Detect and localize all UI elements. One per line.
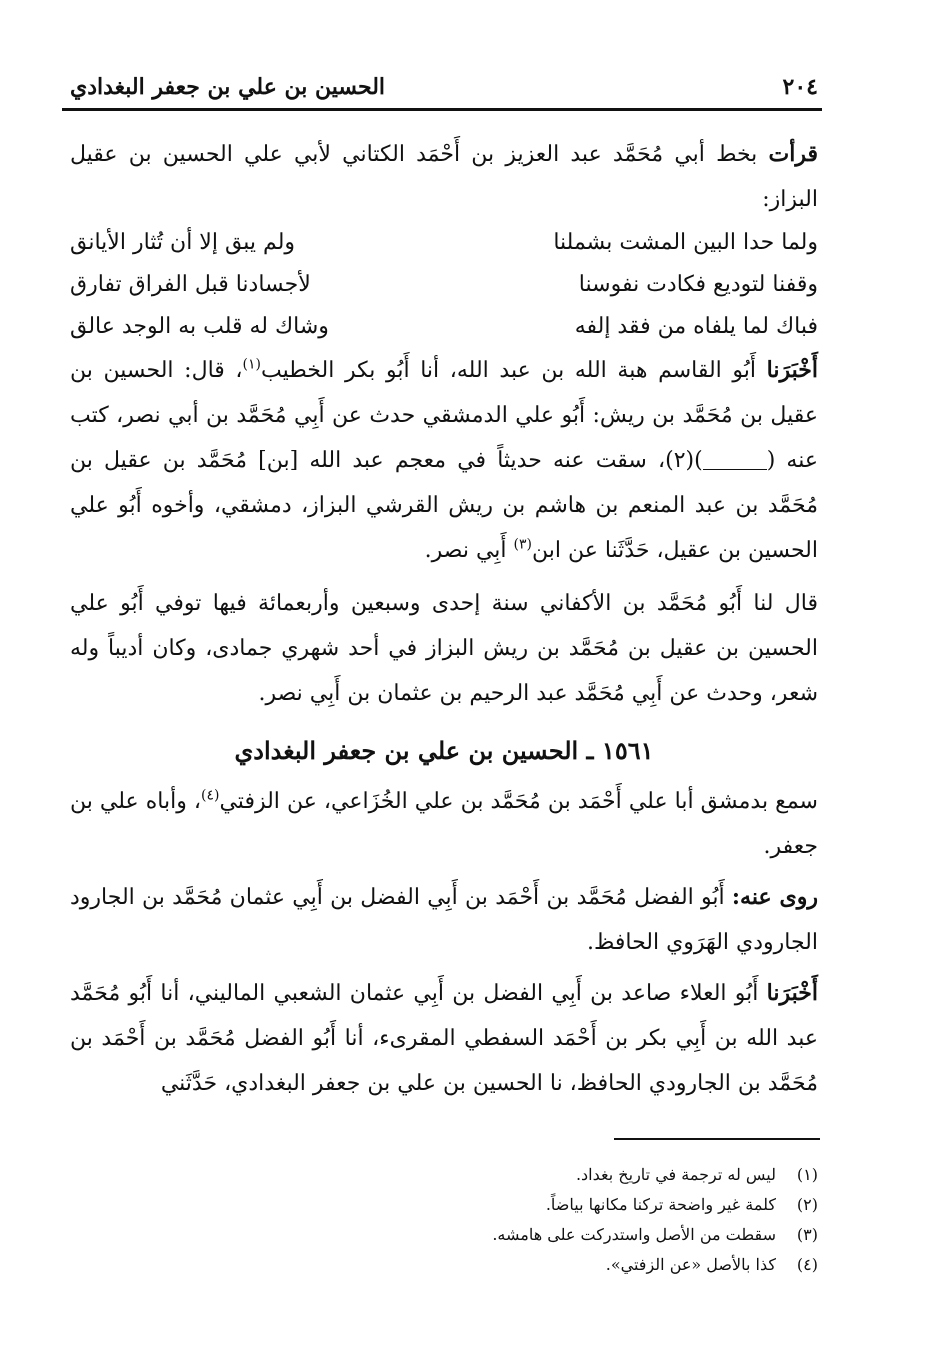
paragraph bbox=[70, 971, 818, 1106]
paragraph-lead: أَخْبَرَنا bbox=[766, 980, 818, 1006]
page-number: ٢٠٤ bbox=[782, 74, 818, 100]
paragraph-text: أَبُو العلاء صاعد بن أَبِي الفضل بن أَبِي عثمان الشعبي الماليني، أنا أَبُو مُحَمَّد عبد الله بن أَبِي بكر بن أَحْمَد السفطي المقرىء، أنا أَبُو الفضل مُحَمَّد بن أَحْمَد بن مُحَمَّد بن الجارودي الحافظ، نا الحسين بن علي بن جعفر البغدادي، حَدَّثَني bbox=[70, 981, 818, 1096]
paragraph bbox=[70, 875, 818, 965]
poem bbox=[70, 222, 818, 348]
footnotes bbox=[218, 1160, 818, 1280]
footnote-ref: (٤) bbox=[201, 787, 220, 804]
paragraph-lead: أَخْبَرَنا bbox=[766, 357, 818, 383]
paragraph-text: أَبُو الفضل مُحَمَّد بن أَحْمَد بن أَبِي الفضل بن أَبِي عثمان مُحَمَّد بن الجارود الجارودي الهَرَوي الحافظ. bbox=[70, 885, 818, 955]
paragraph-text: أَبُو القاسم هبة الله بن عبد الله، أنا أَبُو بكر الخطيب bbox=[261, 358, 757, 383]
paragraph-text: قال لنا أَبُو مُحَمَّد بن الأكفاني سنة إحدى وسبعين وأربعمائة فيها توفي أَبُو علي الحسين بن عقيل بن مُحَمَّد بن ريش البزاز في أحد شهري جمادى، وكان أديباً وله شعر، وحدث عن أَبِي مُحَمَّد عبد الرحيم بن عثمان بن أَبِي نصر. bbox=[70, 591, 818, 706]
paragraph-lead: روى عنه: bbox=[731, 884, 819, 910]
footnote-ref: (١) bbox=[242, 356, 261, 373]
page-header bbox=[70, 66, 818, 100]
verse-hemistich: لأجسادنا قبل الفراق تفارق bbox=[70, 272, 311, 297]
main-text bbox=[70, 132, 818, 1106]
paragraph-text: بخط أبي مُحَمَّد عبد العزيز بن أَحْمَد الكتاني لأبي علي الحسين بن عقيل البزاز: bbox=[70, 142, 818, 212]
verse-hemistich: ولم يبق إلا أن تُثار الأيانق bbox=[70, 230, 296, 255]
verse-line bbox=[70, 222, 818, 264]
verse-hemistich: ولما حدا البين المشت بشملنا bbox=[553, 230, 818, 255]
footnote-number: (١) bbox=[796, 1165, 818, 1184]
footnote-text: كلمة غير واضحة تركنا مكانها بياضاً. bbox=[545, 1195, 776, 1214]
entry-title: ١٥٦١ ـ الحسين بن علي بن جعفر البغدادي bbox=[234, 736, 654, 765]
paragraph-text: أَبِي نصر. bbox=[424, 538, 514, 563]
footnote-text: كذا بالأصل «عن الزفتي». bbox=[605, 1255, 776, 1274]
paragraph-text: سمع بدمشق أبا علي أَحْمَد بن مُحَمَّد بن علي الخُزَاعي، عن الزفتي bbox=[219, 789, 818, 814]
paragraph bbox=[70, 779, 818, 869]
footnote-number: (٢) bbox=[796, 1195, 818, 1214]
paragraph bbox=[70, 348, 818, 573]
footnote bbox=[218, 1220, 818, 1250]
paragraph-lead: قرأت bbox=[768, 141, 818, 167]
verse-hemistich: وقفنا لتوديع فكادت نفوسنا bbox=[578, 272, 818, 297]
footnote-ref: (٣) bbox=[513, 536, 532, 553]
running-title: الحسين بن علي بن جعفر البغدادي bbox=[70, 74, 386, 100]
paragraph-text: ، وأباه علي بن جعفر. bbox=[70, 789, 818, 859]
footnote bbox=[218, 1190, 818, 1220]
paragraph bbox=[70, 132, 818, 222]
footnote-text: ليس له ترجمة في تاريخ بغداد. bbox=[575, 1165, 776, 1184]
paragraph-text: ، سقت عنه حديثاً في معجم عبد الله [بن] مُحَمَّد بن عقيل بن مُحَمَّد بن عبد المنعم بن هاشم بن ريش القرشي البزاز، دمشقي، وأخوه أَبُو علي الحسين بن عقيل، حَدَّثَنا عن ابن bbox=[70, 448, 818, 563]
verse-line bbox=[70, 264, 818, 306]
footnote-rule bbox=[614, 1138, 820, 1140]
footnote-number: (٤) bbox=[796, 1255, 818, 1274]
footnote-text: سقطت من الأصل واستدركت على هامشه. bbox=[492, 1225, 776, 1244]
footnote-ref: )(٢) bbox=[665, 448, 703, 473]
verse-hemistich: وشاك له قلب به الوجد عالق bbox=[70, 314, 329, 339]
paragraph bbox=[70, 581, 818, 716]
footnote bbox=[218, 1250, 818, 1280]
footnote-number: (٣) bbox=[796, 1225, 818, 1244]
header-rule bbox=[62, 108, 822, 111]
paragraph-text: ، قال: الحسين بن عقيل بن مُحَمَّد بن ريش: أَبُو علي الدمشقي حدث عن أَبِي مُحَمَّد بن أبي نصر، كتب عنه ( bbox=[70, 358, 818, 473]
footnote bbox=[218, 1160, 818, 1190]
verse-line bbox=[70, 306, 818, 348]
blank-space bbox=[703, 453, 767, 470]
verse-hemistich: فباك لما يلفاه من فقد إلفه bbox=[574, 314, 818, 339]
